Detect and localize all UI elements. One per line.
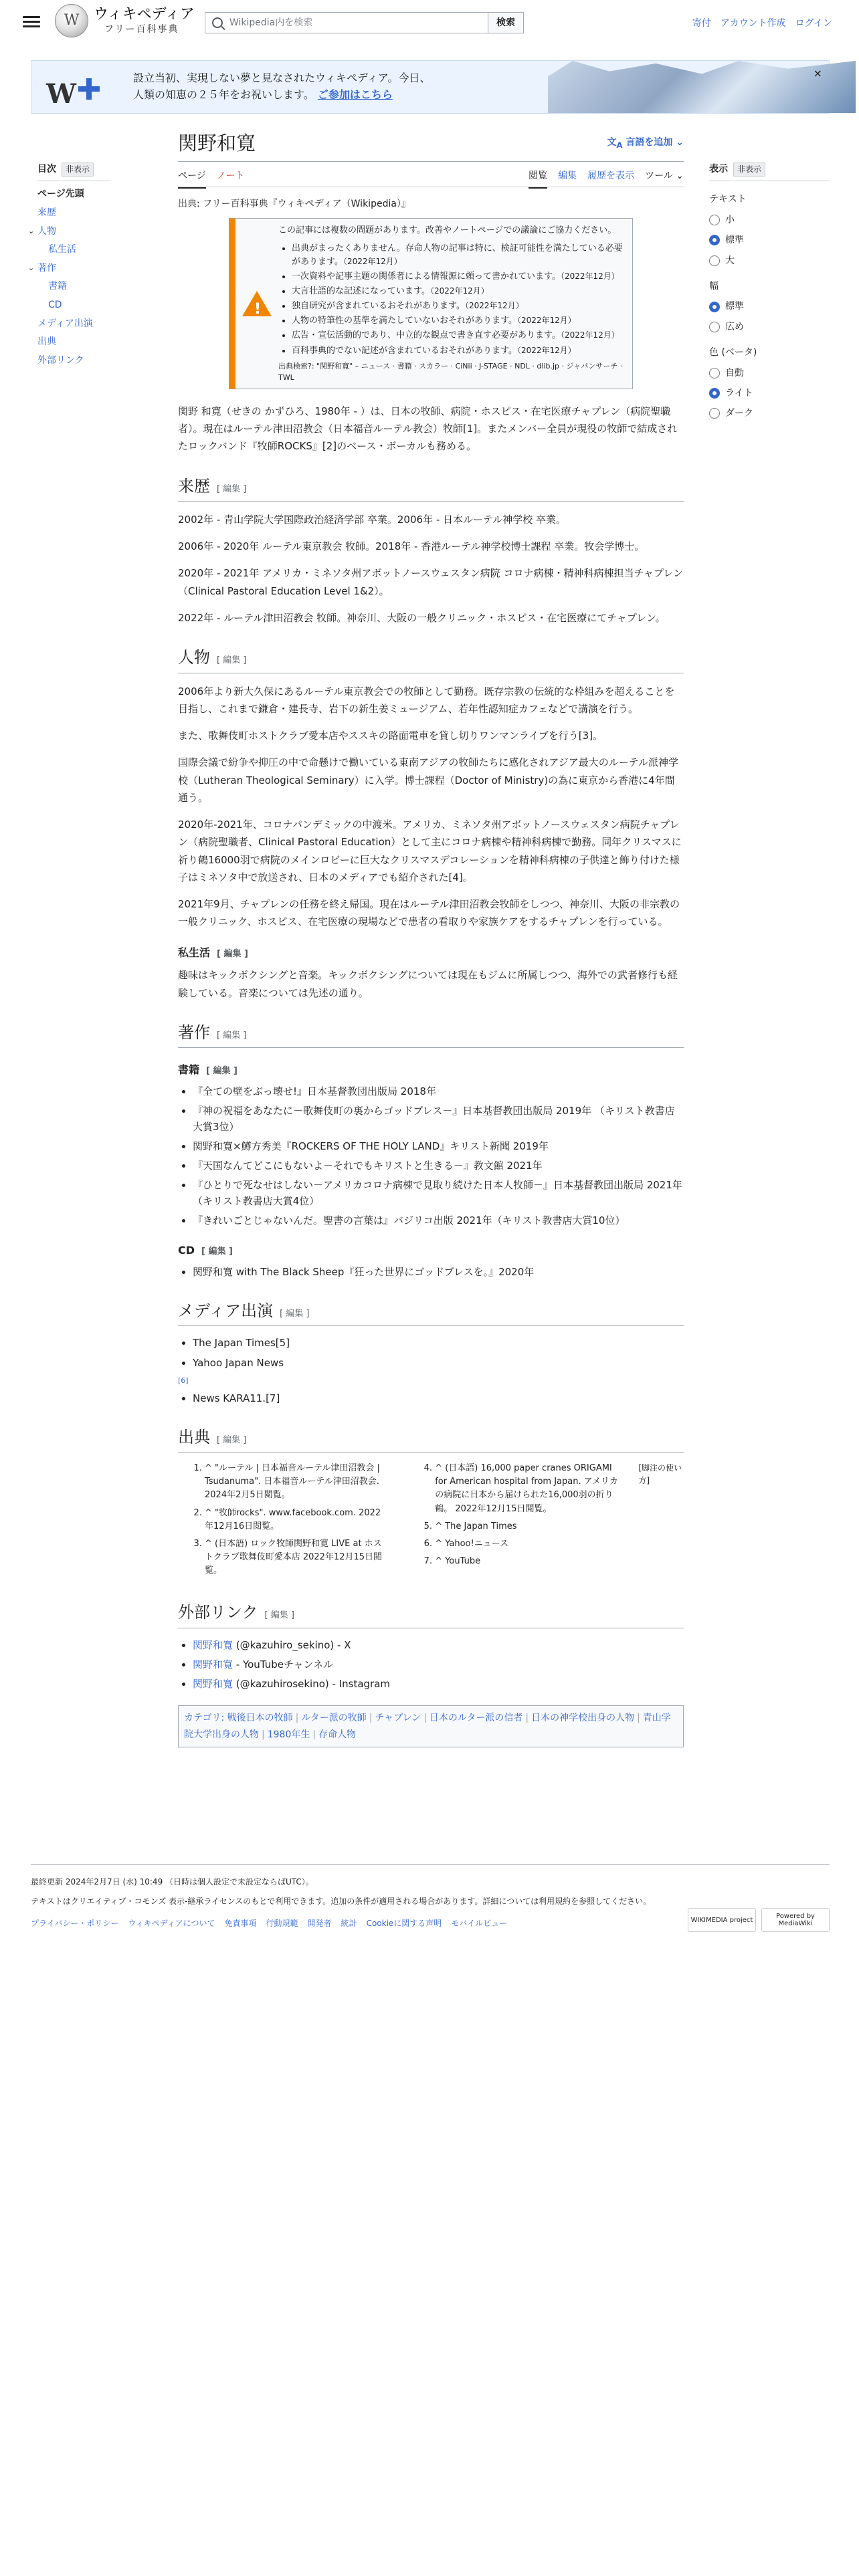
section-cd: CD [ 編集 ] <box>178 1244 233 1257</box>
color-heading: 色 (ベータ) <box>709 347 757 358</box>
radio-option[interactable]: 標準 <box>709 299 830 314</box>
donate-link[interactable]: 寄付 <box>692 18 711 29</box>
list-item: 5. ^ The Japan Times <box>435 1520 618 1533</box>
footer-link[interactable]: 統計 <box>341 1919 357 1929</box>
section-refs: 出典 [ 編集 ] <box>178 1425 684 1453</box>
list-item: 6. ^ Yahoo!ニュース <box>435 1537 618 1551</box>
tab-page[interactable]: ページ <box>178 169 206 189</box>
issue-item: • 広告・宣伝活動的であり、中立的な観点で書き直す必要があります。（2022年12月） <box>292 329 626 342</box>
width-heading: 幅 <box>709 280 719 292</box>
tab-read[interactable]: 閲覧 <box>529 169 547 189</box>
body-paragraph: 国際会議で紛争や抑圧の中で命懸けで働いている東南アジアの牧師たちに感化されアジア最大のルーテル派神学校（Lutheran Theological Seminary）に入学。博士課程（Doctor of Ministry)の為に東京から香港に4年間通う。 <box>178 756 679 804</box>
category-link[interactable]: 存命人物 <box>318 1729 357 1740</box>
private-paragraph: 趣味はキックボクシングと音楽。キックボクシングについては現在もジムに所属しつつ、海外での武者修行も経験している。音楽については先述の通り。 <box>178 969 678 999</box>
radio-option[interactable]: 小 <box>709 213 830 227</box>
category-link[interactable]: チャプレン <box>375 1713 421 1724</box>
issues-box <box>229 218 633 389</box>
chevron-down-icon[interactable]: ⌄ <box>28 226 35 235</box>
toc-item[interactable]: 書籍 <box>48 281 67 292</box>
tab-tools[interactable]: ツール ⌄ <box>645 171 684 181</box>
issue-item: • 人物の特筆性の基準を満たしていないおそれがあります。（2022年12月） <box>292 314 626 328</box>
main-content <box>178 120 684 1747</box>
radio-option[interactable]: 大 <box>709 253 830 268</box>
section-books: 書籍 [ 編集 ] <box>178 1063 237 1077</box>
issue-item: • 一次資料や記事主題の関係者による情報源に頼って書かれています。（2022年12月） <box>292 270 626 284</box>
footer-link[interactable]: プライバシー・ポリシー <box>31 1919 119 1929</box>
edit-link[interactable]: [ 編集 ] <box>280 1309 310 1319</box>
toc-title: 目次 <box>37 164 56 175</box>
issue-item: • 出典がまったくありません。存命人物の記事は特に、検証可能性を満たしている必要があります。（2022年12月） <box>292 242 626 269</box>
edit-link[interactable]: [ 編集 ] <box>217 948 248 959</box>
category-link[interactable]: 日本の神学校出身の人物 <box>531 1713 635 1724</box>
table-of-contents <box>28 162 111 372</box>
toc-item[interactable]: 来歴 <box>37 207 56 218</box>
edit-link[interactable]: [ 編集 ] <box>264 1610 294 1621</box>
list-item: • 関野和寛 with The Black Sheep『狂った世界にゴッドブレスを。』2020年 <box>193 1265 684 1280</box>
header <box>0 0 859 45</box>
text-size-heading: テキスト <box>709 194 747 205</box>
list-item: 3. ^ (日本語) ロック牧師関野和寛 LIVE at ホストクラブ歌舞伎町愛本店 2022年12月15日閲覧。 <box>205 1537 388 1578</box>
page-title: 関野和寛 <box>178 133 256 154</box>
radio-option[interactable]: 広め <box>709 320 830 334</box>
toc-hide-button[interactable]: 非表示 <box>62 163 94 177</box>
login-link[interactable]: ログイン <box>795 18 832 29</box>
issue-item: • 大言壮語的な記述になっています。（2022年12月） <box>292 285 626 298</box>
tab-edit[interactable]: 編集 <box>558 171 577 181</box>
toc-item[interactable]: ページ先頭 <box>37 189 84 200</box>
footer-link[interactable]: 免責事項 <box>224 1919 257 1929</box>
close-icon[interactable]: × <box>813 67 822 80</box>
wikimedia-badge[interactable]: WIKIMEDIA project <box>688 1908 756 1932</box>
list-item: 4. ^ (日本語) 16,000 paper cranes ORIGAMI for American hospital from Japan. アメリカの病院に日本から届けられた16,000羽の折り鶴。 2022年12月15日閲覧。 <box>435 1462 618 1516</box>
logo-title: ウィキペディア <box>94 6 195 23</box>
license-text: テキストはクリエイティブ・コモンズ 表示-継承ライセンスのもとで利用できます。追加の条件が適用される場合があります。詳細については利用規約を参照してください。 <box>31 1897 652 1907</box>
edit-link[interactable]: [ 編集 ] <box>217 1030 247 1041</box>
logo-subtitle: フリー百科事典 <box>104 23 179 35</box>
list-item: • Yahoo Japan News <box>193 1356 684 1371</box>
external-link[interactable]: 関野和寛 <box>193 1658 233 1671</box>
toc-item[interactable]: メディア出演 <box>37 318 93 329</box>
radio-option[interactable]: 自動 <box>709 366 830 381</box>
wikipedia-25-logo: W <box>46 69 100 106</box>
personal-tools <box>692 16 832 31</box>
create-account-link[interactable]: アカウント作成 <box>720 18 786 29</box>
toc-item[interactable]: 私生活 <box>48 244 76 255</box>
mediawiki-badge[interactable]: Powered by MediaWiki <box>761 1908 830 1932</box>
lead-paragraph: 関野 和寛（せきの かずひろ、1980年 - ）は、日本の牧師、病院・ホスピス・在宅医療チャプレン（病院聖職者）。現在はルーテル津田沼教会（日本福音ルーテル教会）牧師[1]。またメンバー全員が現役の牧師で結成されたロックバンド『牧師ROCKS』[2]のベース・ボーカルも務める。 <box>178 405 678 453</box>
section-person: 人物 [ 編集 ] <box>178 645 684 673</box>
toc-item[interactable]: 外部リンク <box>37 354 84 366</box>
list-item: • 『神の祝福をあなたに－歌舞伎町の裏からゴッドブレス－』日本基督教団出版局 2019年 （キリスト教書店大賞3位） <box>193 1103 684 1135</box>
issues-intro: この記事には複数の問題があります。改善やノートページでの議論にご協力ください。 <box>278 225 617 236</box>
issue-item: • 百科事典的でない記述が含まれているおそれがあります。（2022年12月） <box>292 344 626 358</box>
list-item: • News KARA11.[7] <box>193 1391 684 1406</box>
list-item: • 関野和寛 - YouTubeチャンネル <box>193 1657 684 1673</box>
search-button[interactable]: 検索 <box>488 12 524 33</box>
list-item: • 関野和寛×鱒方秀美『ROCKERS OF THE HOLY LAND』キリスト新聞 2019年 <box>193 1139 684 1154</box>
globe-icon: W <box>55 4 88 37</box>
body-paragraph: 2006年 - 2020年 ルーテル東京教会 牧師。2018年 - 香港ルーテル神学校博士課程 卒業。牧会学博士。 <box>178 540 645 553</box>
search-form <box>205 12 524 33</box>
site-sub: 出典: フリー百科事典『ウィキペディア（Wikipedia）』 <box>178 199 411 209</box>
edit-link[interactable]: [ 編集 ] <box>201 1247 233 1257</box>
page-tabs <box>178 162 684 187</box>
section-media: メディア出演 [ 編集 ] <box>178 1299 684 1326</box>
source-search: 出典検索?: "関野和寛" – ニュース · 書籍 · スカラー · CiNii · J-STAGE · NDL · dlib.jp · ジャパンサーチ · TWL <box>278 361 623 382</box>
appearance-panel: 表示 非表示 テキスト 小 標準 大 幅 標準 広め 色 (ベータ) 自動 ライト ダーク <box>709 162 830 427</box>
footer <box>31 1864 830 1931</box>
toc-item[interactable]: 出典 <box>37 336 56 348</box>
category-link[interactable]: 1980年生 <box>267 1729 310 1740</box>
list-item: 1. ^ "ルーテル | 日本福音ルーテル津田沼教会 | Tsudanuma". 日本福音ルーテル津田沼教会. 2024年2月5日閲覧。 <box>205 1462 388 1502</box>
footer-link[interactable]: Cookieに関する声明 <box>366 1919 442 1929</box>
appearance-hide-button[interactable]: 非表示 <box>733 163 765 177</box>
section-career: 来歴 [ 編集 ] <box>178 474 684 502</box>
edit-link[interactable]: [ 編集 ] <box>217 1434 247 1445</box>
chevron-down-icon[interactable]: ⌄ <box>28 263 35 272</box>
body-paragraph: 2022年 - ルーテル津田沼教会 牧師。神奈川、大阪の一般クリニック・ホスピス・在宅医療にてチャプレン。 <box>178 611 666 624</box>
category-link[interactable]: ルター派の牧師 <box>301 1713 367 1724</box>
list-item: 2. ^ "牧師rocks". www.facebook.com. 2022年12月16日閲覧。 <box>205 1507 388 1533</box>
toc-item[interactable]: ⌄ 人物 <box>28 225 56 237</box>
body-paragraph: また、歌舞伎町ホストクラブ愛本店やススキの路面電車を貸し切りワンマンライブを行う[3]。 <box>178 730 603 742</box>
body-paragraph: 2021年9月、チャプレンの任務を終え帰国。現在はルーテル津田沼教会牧師をしつつ、神奈川、大阪の非宗教の一般クリニック、ホスピス、在宅医療の現場などで患者の看取りや家族ケアをするチャプレンを行っている。 <box>178 898 680 928</box>
footer-link[interactable]: ウィキペディアについて <box>128 1919 215 1929</box>
footer-link[interactable]: 開発者 <box>307 1919 332 1929</box>
puzzle-image <box>548 61 856 113</box>
body-paragraph: 2002年 - 青山学院大学国際政治経済学部 卒業。2006年 - 日本ルーテル神学校 卒業。 <box>178 513 567 526</box>
tab-history[interactable]: 履歴を表示 <box>587 171 635 181</box>
search-icon <box>212 17 223 28</box>
list-item: • 関野和寛 (@kazuhiro_sekino) - X <box>193 1638 684 1653</box>
references <box>178 1462 684 1582</box>
banner-line2: 人類の知恵の２５年をお祝いします。 <box>133 88 314 101</box>
toc-item[interactable]: ⌄ 著作 <box>28 262 56 274</box>
list-item: • 『きれいごとじゃないんだ。聖書の言葉は』バジリコ出版 2021年（キリスト教書店大賞10位） <box>193 1213 684 1228</box>
warning-icon: ! <box>242 291 272 316</box>
radio-option[interactable]: ダーク <box>709 406 830 421</box>
issue-item: • 独自研究が含まれているおそれがあります。（2022年12月） <box>292 300 626 313</box>
external-link[interactable]: 関野和寛 <box>193 1678 233 1691</box>
section-extlinks: 外部リンク [ 編集 ] <box>178 1600 684 1628</box>
body-paragraph: 2020年-2021年、コロナパンデミックの中渡米。アメリカ、ミネソタ州アボットノースウェスタン病院チャプレン（病院聖職者、Clinical Pastoral Education）として主にコロナ病棟や精神科病棟で勤務。同年クリスマスに祈り鶴16000羽で病院のメインロビーに巨大なクリスマスデコレーションを精神科病棟の子供達と飾り付けた様子はミネソタ中で放送され、日本のメディアでも紹介された[4]。 <box>178 819 682 883</box>
footnote-help-link[interactable]: [脚注の使い方] <box>638 1463 682 1486</box>
tab-talk[interactable]: ノート <box>216 171 245 181</box>
edit-link[interactable]: [ 編集 ] <box>217 484 247 494</box>
section-works: 著作 [ 編集 ] <box>178 1021 684 1048</box>
hamburger-menu-icon[interactable] <box>23 13 40 29</box>
list-item: • 関野和寛 (@kazuhirosekino) - Instagram <box>193 1677 684 1692</box>
category-link[interactable]: 日本のルター派の信者 <box>429 1713 523 1724</box>
list-item: • 『ひとりで死なせはしない－アメリカコロナ病棟で見取り続けた日本人牧師－』日本基督教団出版局 2021年（キリスト教書店大賞4位） <box>193 1178 684 1209</box>
body-paragraph: 2006年より新大久保にあるルーテル東京教会での牧師として勤務。既存宗教の伝統的な枠組みを超えることを目指し、これまで鎌倉・建長寺、岩下の新生姜ミュージアム、若年性認知症カフェなどで講演を行う。 <box>178 685 675 715</box>
edit-link[interactable]: [ 編集 ] <box>217 655 247 666</box>
list-item: 7. ^ YouTube <box>435 1555 618 1568</box>
banner-line1: 設立当初、実現しない夢と見なされたウィキペディア。今日、 <box>133 72 431 84</box>
footer-link[interactable]: 行動規範 <box>266 1919 298 1929</box>
edit-link[interactable]: [ 編集 ] <box>206 1066 237 1077</box>
radio-option[interactable]: 標準 <box>709 233 830 247</box>
list-item: • 『天国なんてどこにもないよ－それでもキリストと生きる－』教文館 2021年 <box>193 1158 684 1174</box>
add-language-button[interactable]: 文$_A$ 言語を追加 ⌄ <box>607 137 684 150</box>
category-link[interactable]: 青山学院大学出身の人物 <box>184 1713 671 1740</box>
toc-item[interactable]: CD <box>48 299 62 310</box>
search-input[interactable]: Wikipedia内を検索 <box>205 12 488 33</box>
category-box: カテゴリ: 戦後日本の牧師 | ルター派の牧師 | チャプレン | 日本のルター派の信者 | 日本の神学校出身の人物 | 青山学院大学出身の人物 | 1980年生 | 存命人物 <box>178 1705 684 1747</box>
media-ref[interactable]: [6] <box>178 1376 189 1385</box>
category-label[interactable]: カテゴリ: <box>184 1713 225 1724</box>
body-paragraph: 2020年 - 2021年 アメリカ・ミネソタ州アボットノースウェスタン病院 コロナ病棟・精神科病棟担当チャプレン（Clinical Pastoral Education Level 1&2）。 <box>178 567 684 597</box>
section-private: 私生活 [ 編集 ] <box>178 946 248 959</box>
category-link[interactable]: 戦後日本の牧師 <box>227 1713 293 1724</box>
fundraising-banner <box>31 60 830 114</box>
list-item: • 『全ての壁をぶっ壊せ!』日本基督教団出版局 2018年 <box>193 1084 684 1099</box>
list-item: • The Japan Times[5] <box>193 1335 684 1351</box>
wikipedia-logo[interactable] <box>55 4 195 37</box>
radio-option[interactable]: ライト <box>709 386 830 401</box>
external-link[interactable]: 関野和寛 <box>193 1638 233 1651</box>
last-modified: 最終更新 2024年2月7日 (水) 10:49 （日時は個人設定で未設定ならばUTC）。 <box>31 1877 314 1887</box>
banner-cta-link[interactable]: ご参加はこちら <box>317 88 393 101</box>
footer-link[interactable]: モバイルビュー <box>451 1919 508 1929</box>
